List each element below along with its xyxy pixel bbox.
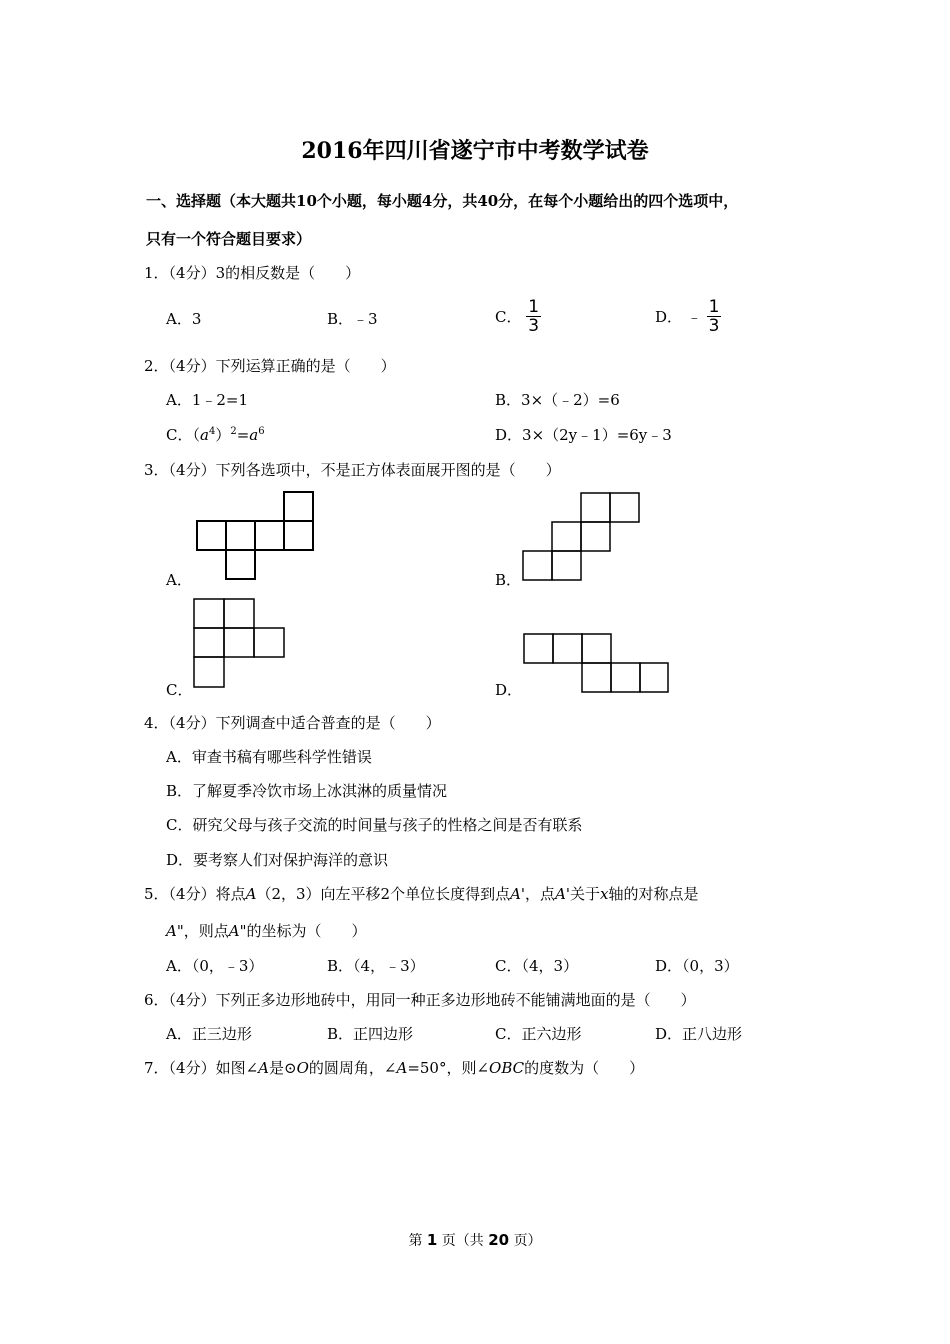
fraction-numerator: 1	[708, 297, 720, 317]
q3-option-c-label: C．	[166, 681, 193, 699]
q1-stem: 1．（4分）3的相反数是（ ）	[144, 264, 361, 282]
footer-middle: 页（共	[441, 1233, 484, 1249]
section-heading-line2: 只有一个符合题目要求）	[146, 230, 312, 248]
q1-option-b: B．﹣3	[327, 310, 378, 328]
q2-stem: 2．（4分）下列运算正确的是（ ）	[144, 357, 396, 375]
net-square	[553, 634, 582, 663]
net-square	[224, 599, 254, 628]
q6-option-b: B．正四边形	[327, 1025, 414, 1043]
q4-stem: 4．（4分）下列调查中适合普查的是（ ）	[144, 714, 441, 732]
footer-prefix: 第	[408, 1233, 423, 1249]
net-square	[610, 493, 639, 522]
q2-option-c: C．$(a^4)^2=a^6$	[166, 426, 265, 444]
net-square	[284, 492, 313, 521]
q7-stem: 7．（4分）如图∠A是⊙O的圆周角，∠A=50°，则∠OBC的度数为（ ）	[144, 1059, 645, 1077]
q5-stem-part: 轴的对称点是	[608, 885, 699, 903]
q5-stem-part: 5．（4分）将点	[144, 885, 246, 903]
q4-option-b: B．了解夏季冷饮市场上冰淇淋的质量情况	[166, 782, 448, 800]
q5-stem-part: （2，3）向左平移2个单位长度得到点	[256, 885, 511, 903]
net-square	[523, 551, 552, 580]
net-square	[552, 551, 581, 580]
net-square	[194, 628, 224, 657]
net-square	[524, 634, 553, 663]
page-footer	[0, 1230, 950, 1250]
q7-stem-part: 的圆周角，∠	[308, 1059, 397, 1077]
q1-option-d	[655, 298, 721, 335]
net-square	[284, 521, 313, 550]
q5-stem-line1: 5．（4分）将点A（2，3）向左平移2个单位长度得到点A'，点A'关于x轴的对称点是	[144, 885, 699, 903]
q1-option-d-sign: ﹣	[686, 308, 702, 326]
net-square	[194, 599, 224, 628]
q7-stem-part: 7．（4分）如图∠	[144, 1059, 259, 1077]
q5-stem-part: ，则点	[183, 922, 229, 940]
q1-option-c	[495, 298, 541, 335]
net-square	[255, 521, 284, 550]
net-square	[552, 522, 581, 551]
q4-option-d: D．要考察人们对保护海洋的意识	[166, 851, 389, 869]
q3-figure-a	[193, 490, 317, 584]
q3-option-b-label: B．	[495, 571, 522, 589]
fraction-numerator: 1	[528, 297, 540, 317]
q1-option-a: A．3	[166, 310, 202, 328]
q1-option-d-label: D．	[655, 308, 683, 326]
q5-stem-part: ，点	[525, 885, 556, 903]
section-heading-line1: 一、选择题（本大题共10个小题，每小题4分，共40分，在每个小题给出的四个选项中，	[146, 192, 739, 210]
q6-stem: 6．（4分）下列正多边形地砖中，用同一种正多边形地砖不能铺满地面的是（ ）	[144, 991, 696, 1009]
net-square	[611, 663, 640, 692]
q3-option-d-label: D．	[495, 681, 523, 699]
footer-suffix: 页）	[513, 1233, 542, 1249]
q7-stem-part: 是⊙	[269, 1059, 297, 1077]
q6-option-a: A．正三边形	[166, 1025, 252, 1043]
q5-option-d: D．（0，3）	[655, 957, 739, 975]
q3-figure-b	[520, 491, 642, 583]
q5-stem-line2: A"，则点A"的坐标为（ ）	[166, 922, 367, 940]
q4-option-c: C．研究父母与孩子交流的时间量与孩子的性格之间是否有联系	[166, 816, 583, 834]
page-title: 2016年四川省遂宁市中考数学试卷	[301, 138, 649, 164]
q2-option-a: A．1﹣2=1	[166, 391, 249, 409]
q1-option-d-fraction	[707, 298, 722, 335]
footer-page-number: 1	[426, 1231, 438, 1249]
q5-option-b: B．（4，﹣3）	[327, 957, 425, 975]
footer-total-pages: 20	[488, 1231, 510, 1249]
net-square	[226, 521, 255, 550]
net-square	[254, 628, 284, 657]
q1-option-c-fraction	[526, 298, 541, 335]
net-square	[197, 521, 226, 550]
q2-option-d: D．3×（2y﹣1）=6y﹣3	[495, 426, 672, 444]
q3-figure-c	[192, 597, 288, 691]
q3-figure-d	[521, 631, 671, 695]
q3-stem: 3．（4分）下列各选项中，不是正方体表面展开图的是（ ）	[144, 461, 561, 479]
net-square	[581, 493, 610, 522]
q5-stem-part: 关于	[570, 885, 601, 903]
q3-option-a-label: A．	[166, 571, 192, 589]
net-square	[582, 634, 611, 663]
q4-option-a: A．审查书稿有哪些科学性错误	[166, 748, 372, 766]
q6-option-c: C．正六边形	[495, 1025, 582, 1043]
q5-option-a: A．（0，﹣3）	[166, 957, 264, 975]
net-square	[224, 628, 254, 657]
q7-stem-part: 的度数为（ ）	[524, 1059, 645, 1077]
q5-stem-part: 的坐标为（ ）	[246, 922, 367, 940]
q2-option-b: B．3×（﹣2）=6	[495, 391, 620, 409]
fraction-denominator: 3	[528, 316, 540, 336]
q2-option-c-label: C．	[166, 426, 193, 444]
net-square	[194, 657, 224, 687]
q1-option-c-label: C．	[495, 308, 522, 326]
net-square	[640, 663, 668, 692]
q5-option-c: C．（4，3）	[495, 957, 579, 975]
q7-stem-part: =50°，则∠	[407, 1059, 490, 1077]
fraction-denominator: 3	[708, 316, 720, 336]
net-square	[581, 522, 610, 551]
net-square	[582, 663, 611, 692]
q6-option-d: D．正八边形	[655, 1025, 743, 1043]
net-square	[226, 550, 255, 579]
